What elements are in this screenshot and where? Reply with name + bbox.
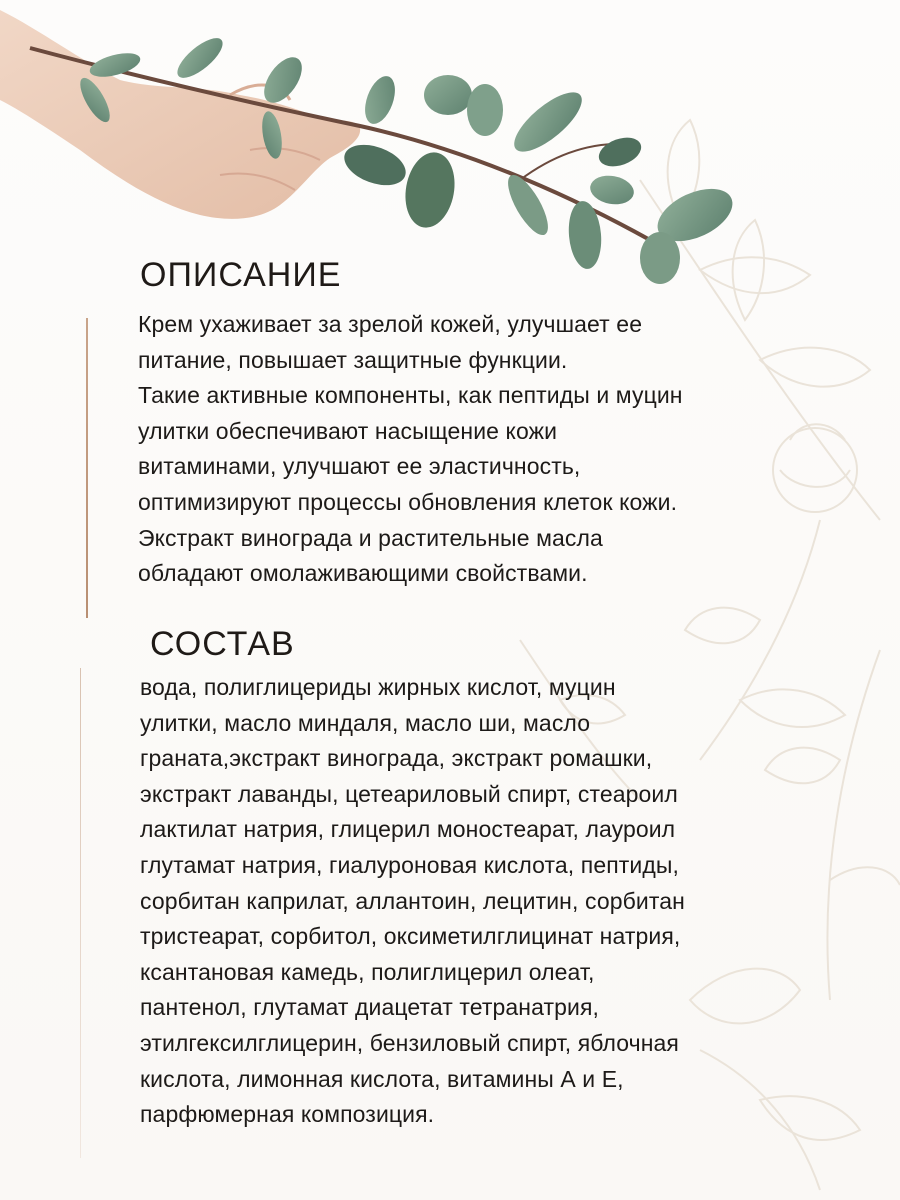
composition-text — [140, 670, 840, 1133]
composition-line: вода, полиглицериды жирных кислот, муцин — [140, 674, 616, 700]
description-line: Экстракт винограда и растительные масла — [138, 524, 603, 551]
composition-line: глутамат натрия, гиалуроновая кислота, пептиды, — [140, 851, 680, 878]
description-line: обладают омолаживающими свойствами. — [138, 560, 588, 587]
composition-line: тристеарат, сорбитол, оксиметилглицинат натрия, — [140, 923, 681, 950]
description-line: витаминами, улучшают ее эластичность, — [138, 453, 581, 480]
description-accent-line — [86, 318, 88, 618]
composition-line: сорбитан каприлат, аллантоин, лецитин, сорбитан — [140, 887, 685, 914]
composition-line: кислота, лимонная кислота, витамины А и Е, — [140, 1065, 624, 1092]
description-line: питание, повышает защитные функции. — [138, 346, 568, 373]
composition-heading: СОСТАВ — [150, 625, 295, 663]
composition-line: этилгексилглицерин, бензиловый спирт, яблочная — [140, 1029, 679, 1056]
description-line: Крем ухаживает за зрелой кожей, улучшает ее — [138, 311, 643, 337]
composition-line: ксантановая камедь, полиглицерил олеат, — [140, 958, 595, 985]
description-line: Такие активные компоненты, как пептиды и муцин — [138, 382, 683, 409]
description-line: улитки обеспечивают насыщение кожи — [138, 417, 558, 444]
description-line: оптимизируют процессы обновления клеток кожи. — [138, 488, 678, 515]
description-heading: ОПИСАНИЕ — [140, 256, 342, 294]
description-text — [138, 307, 838, 592]
composition-line: парфюмерная композиция. — [140, 1101, 435, 1128]
composition-line: улитки, масло миндаля, масло ши, масло — [140, 709, 591, 736]
composition-accent-line — [80, 668, 81, 1158]
composition-line: экстракт лаванды, цетеариловый спирт, стеароил — [140, 780, 678, 807]
composition-line: пантенол, глутамат диацетат тетранатрия, — [140, 994, 600, 1021]
composition-line: граната,экстракт винограда, экстракт ромашки, — [140, 745, 653, 772]
hand-with-eucalyptus-illustration — [0, 0, 760, 300]
composition-line: лактилат натрия, глицерил моностеарат, лауроил — [140, 816, 676, 843]
